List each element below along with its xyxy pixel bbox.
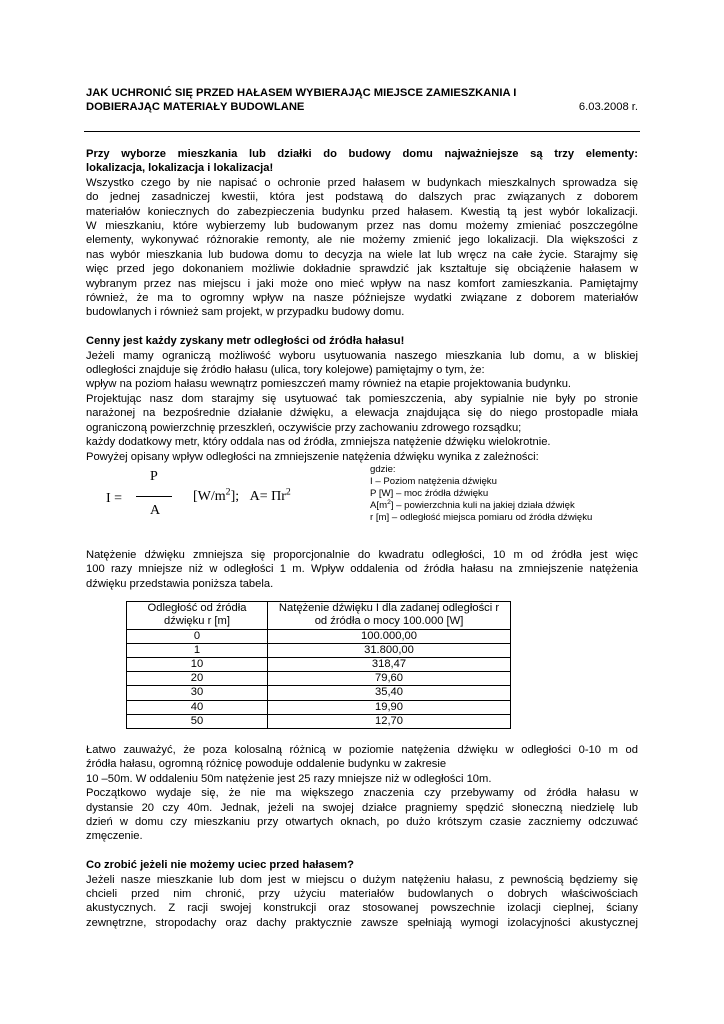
text-line: również, że ma to ogromny wpływ na nasze późniejsze wydatki związane z doborem materiałów <box>86 292 638 305</box>
legend-p: P [W] – moc źródła dźwięku <box>370 487 489 499</box>
text-line: Jeżeli nasze mieszkanie lub dom jest w miejscu o dużym natężeniu hałasu, z pewnością będziemy się <box>86 873 638 886</box>
text-line: każdy dodatkowy metr, który oddala nas od źródła, zmniejsza natężenie dźwięku wielokrotnie. <box>86 436 551 449</box>
formula-legend <box>370 464 592 524</box>
text-line: wybranym przez nas miejscu i jaki może ono mieć wpływ na nasz komfort zamieszkania. Pamiętajmy <box>86 277 638 290</box>
text-line: dystansie 20 czy 40m. Jednak, jeżeli na swojej działce pragniemy spędzić słoneczną niedzielę lub <box>86 801 638 814</box>
legend-a <box>370 500 592 512</box>
text-line: Jeżeli mamy ograniczą możliwość wyboru usytuowania naszego mieszkania lub domu, a w bliskiej <box>86 349 638 362</box>
formula-lhs: I = <box>106 490 123 506</box>
title-line-2: DOBIERAJĄC MATERIAŁY BUDOWLANE <box>86 101 305 113</box>
document-header <box>86 86 638 114</box>
text-line: odległości znajduje się źródło hałasu (ulica, tory kolejowe) pamiętajmy o tym, że: <box>86 364 485 377</box>
table-row <box>127 643 511 657</box>
text-line: 10 –50m. W oddaleniu 50m natężenie jest 25 razy mniejsze niż w odległości 10m. <box>86 772 492 785</box>
table-row <box>127 714 511 728</box>
area-formula: A= Πr <box>249 488 286 504</box>
distance-cell: 10 <box>127 657 268 671</box>
intensity-cell: 100.000,00 <box>268 629 511 643</box>
formula-denominator: A <box>150 502 161 518</box>
document-date: 6.03.2008 r. <box>578 101 638 113</box>
section4-paragraph <box>86 743 638 844</box>
legend-title: gdzie: <box>370 463 396 475</box>
section1-lead-line-1: Przy wyborze mieszkania lub działki do budowy domu najważniejsze są trzy elementy: <box>86 148 638 160</box>
section5-paragraph <box>86 873 638 931</box>
legend-i: I – Poziom natężenia dźwięku <box>370 475 497 487</box>
table-row <box>127 629 511 643</box>
table-body <box>127 629 511 728</box>
text-line: więc przed jego dokonaniem możliwie dokładnie sprawdzić jak kształtuje się obciążenie hałasem w <box>86 263 638 276</box>
section1-paragraph <box>86 176 638 320</box>
intensity-cell: 12,70 <box>268 714 511 728</box>
col1-header-line-1: Odległość od źródła <box>147 602 247 615</box>
distance-cell: 40 <box>127 700 268 714</box>
spacer <box>86 591 638 601</box>
table-row <box>127 657 511 671</box>
distance-cell: 50 <box>127 714 268 728</box>
text-line: 100 razy mniejsze niż w odległości 1 m. Wpływ oddalenia od źródła hałasu na zmniejszenie natężenia <box>86 563 638 576</box>
col1-header-line-2: dźwięku r [m] <box>164 615 230 628</box>
text-line: akustycznych. Z racji swojej konstrukcji oraz stosowanej powszechnie izolacji cieplnej, ściany <box>86 902 638 915</box>
col2-header-line-2: od źródła o mocy 100.000 [W] <box>314 615 464 628</box>
text-line: W mieszkaniu, które wybierzemy lub budowanym przez nas domu możemy zmieniać poszczególne <box>86 220 638 233</box>
unit-open: [W/m <box>193 488 226 504</box>
title-line-1: JAK UCHRONIĆ SIĘ PRZED HAŁASEM WYBIERAJĄC MIEJSCE ZAMIESZKANIA I <box>86 87 517 99</box>
document-body <box>86 147 638 930</box>
text-line: materiałów koniecznych do zabezpieczenia budynku przed hałasem. Kwestią tą jest wybór lokalizacji. <box>86 205 638 218</box>
text-line: ograniczoną powierzchnię przeszkleń, oczywiście przy zachowaniu zdrowego rozsądku; <box>86 421 522 434</box>
section1-lead <box>86 147 638 176</box>
intensity-cell: 35,40 <box>268 686 511 700</box>
text-line: do jednej zasadniczej kwestii, która jest podstawą do dalszych prac związanych z doborem <box>86 191 638 204</box>
text-line: wpływ na poziom hałasu wewnątrz pomieszczeń mamy również na etapie projektowania budynku. <box>86 378 572 391</box>
title-line-2-row <box>86 100 638 114</box>
distance-cell: 1 <box>127 643 268 657</box>
text-line: chcieli przed nim chronić, przy użyciu materiałów budowlanych o dobrych właściwościach <box>86 888 638 901</box>
section3-paragraph <box>86 548 638 591</box>
header-divider <box>84 131 640 132</box>
table-header-row <box>127 602 511 629</box>
text-line: Wszystko czego by nie napisać o ochronie przed hałasem w budynkach mieszkalnych sprowadza się <box>86 176 638 189</box>
legend-a-pre: A[m <box>370 499 388 511</box>
text-line: Początkowo wydaje się, że nie ma większego znaczenia czy przebywamy od źródła hałasu w <box>86 787 638 800</box>
text-line: źródła hałasu, ogromną różnicę powoduje oddalenie budynku w zakresie <box>86 758 447 771</box>
intensity-cell: 79,60 <box>268 672 511 686</box>
formula-unit-and-area <box>193 486 291 504</box>
text-line: Powyżej opisany wpływ odległości na zmniejszenie natężenia dźwięku wynika z zależności: <box>86 450 539 463</box>
distance-cell: 30 <box>127 686 268 700</box>
text-line: dźwięku przedstawia poniższa tabela. <box>86 577 274 590</box>
table-row <box>127 700 511 714</box>
section1-lead-line-2: lokalizacja, lokalizacja i lokalizacja! <box>86 162 274 175</box>
distance-intensity-table <box>126 601 511 729</box>
section2-paragraph <box>86 349 638 464</box>
legend-a-sup: 2 <box>387 498 391 506</box>
col2-header-line-1: Natężenie dźwięku I dla zadanej odległości r <box>278 602 500 615</box>
text-line: elementy, wykonywać różnorakie remonty, ale nie możemy zmienić jego lokalizacji. Dla większości z <box>86 234 638 247</box>
col1-header <box>127 602 268 629</box>
text-line: zmęczenie. <box>86 830 143 843</box>
fraction-bar <box>136 496 172 497</box>
col2-header <box>268 602 511 629</box>
distance-cell: 20 <box>127 672 268 686</box>
text-line: zewnętrzne, stropodachy oraz dachy praktycznie zawsze spełniają wymogi izolacyjności akustycznej <box>86 916 638 929</box>
unit-close: ]; <box>230 488 240 504</box>
section2-heading: Cenny jest każdy zyskany metr odległości od źródła hałasu! <box>86 335 405 348</box>
text-line: narażonej na bezpośrednie działanie dźwięku, a elewacja znajdująca się do niego prostopadle miała <box>86 407 638 420</box>
legend-r: r [m] – odległość miejsca pomiaru od źródła dźwięku <box>370 511 593 523</box>
formula-block <box>86 464 638 548</box>
text-line: Łatwo zauważyć, że poza kolosalną różnicą w poziomie natężenia dźwięku w odległości 0-10 m od <box>86 743 638 756</box>
intensity-cell: 19,90 <box>268 700 511 714</box>
text-line: Projektując nasz dom starajmy się usytuować tak pomieszczenia, aby sypialnie nie były po stronie <box>86 392 638 405</box>
text-line: dzień w domu czy mieszkaniu przy otwartych oknach, po dużo krótszym czasie zaczniemy odczuwać <box>86 816 638 828</box>
intensity-cell: 318,47 <box>268 657 511 671</box>
area-sup: 2 <box>285 486 291 498</box>
formula-numerator: P <box>150 468 158 484</box>
text-line: Natężenie dźwięku zmniejsza się proporcjonalnie do kwadratu odległości, 10 m od źródła jest więc <box>86 548 638 561</box>
spacer <box>86 320 638 334</box>
text-line: nas wybór mieszkania lub budowa domu to decyzja na wiele lat lub wręcz na całe życie. Starajmy się <box>86 248 638 261</box>
unit-sup: 2 <box>225 486 231 498</box>
spacer <box>86 844 638 858</box>
table-row <box>127 686 511 700</box>
legend-a-post: ] – powierzchnia kuli na jakiej działa dźwięk <box>390 499 575 511</box>
distance-cell: 0 <box>127 629 268 643</box>
text-line: budowlanych i również sam projekt, w przypadku budowy domu. <box>86 306 405 319</box>
intensity-cell: 31.800,00 <box>268 643 511 657</box>
table-row <box>127 672 511 686</box>
section5-heading: Co zrobić jeżeli nie możemy uciec przed hałasem? <box>86 859 354 872</box>
